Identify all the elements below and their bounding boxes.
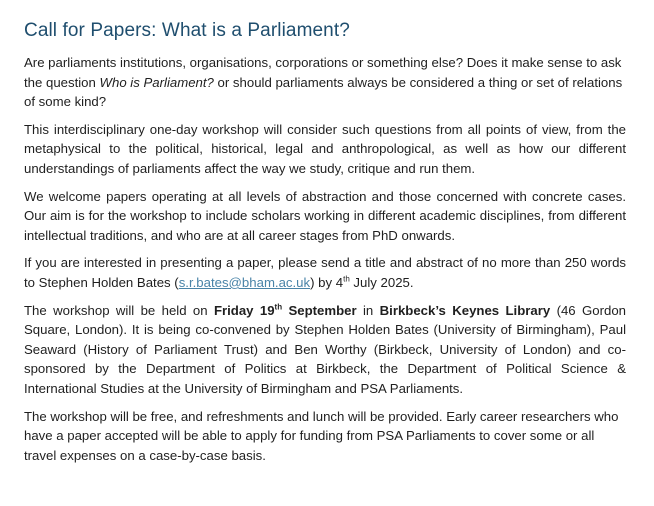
workshop-date-month: September <box>282 302 357 318</box>
page-title: Call for Papers: What is a Parliament? <box>24 20 350 41</box>
paragraph-funding: The workshop will be free, and refreshments and lunch will be provided. Early career researchers who have a paper accepted will be able to apply for funding from PSA Parliaments to cover some or all travel expenses on a case-by-case basis. <box>24 408 619 463</box>
workshop-date <box>214 303 357 318</box>
workshop-venue: Birkbeck’s Keynes Library <box>379 302 551 318</box>
paragraph-intro-questions <box>24 53 626 112</box>
p5-text-a: The workshop will be held on <box>24 302 214 318</box>
p4-deadline-suffix: th <box>343 274 350 284</box>
p4-text-b: ) by 4 <box>310 274 344 290</box>
paragraph-venue-details <box>24 301 626 399</box>
p1-text-a: Are parliaments institutions, organisations, corporations or something else? Does it make sense to ask the question <box>24 55 622 90</box>
p5-text-b: in <box>356 302 380 318</box>
paragraph-submission <box>24 253 626 292</box>
p4-text-a: If you are interested in presenting a paper, please send a title and abstract of no more than 250 words to Stephen Holden Bates ( <box>24 255 626 290</box>
contact-email-link[interactable]: s.r.bates@bham.ac.uk <box>178 274 311 290</box>
p1-italic-question: Who is Parliament? <box>99 74 214 90</box>
paragraph-welcome-papers: We welcome papers operating at all levels of abstraction and those concerned with concrete cases. Our aim is for the workshop to include scholars working in different academic disciplines, from different intellectual traditions, and who are at all career stages from PhD onwards. <box>24 188 626 243</box>
p5-text-c: (46 Gordon Square, London). It is being co-convened by Stephen Holden Bates (University of Birmingham), Paul Seaward (History of Parliament Trust) and Ben Worthy (Birkbeck, University of London) and co-sponsored by the Department of Politics at Birkbeck, the Department of Political Science & International Studies at the University of Birmingham and PSA Parliaments. <box>24 302 626 396</box>
workshop-date-day: Friday 19 <box>213 302 275 318</box>
workshop-date-suffix: th <box>274 302 283 312</box>
p1-text-b: or should parliaments always be considered a thing or set of relations of some kind? <box>24 74 623 110</box>
p4-text-c: July 2025. <box>349 274 414 290</box>
paragraph-workshop-scope: This interdisciplinary one-day workshop will consider such questions from all points of view, from the metaphysical to the political, historical, legal and anthropological, as well as how our different understandings of parliaments affect the way we study, critique and run them. <box>24 121 626 176</box>
